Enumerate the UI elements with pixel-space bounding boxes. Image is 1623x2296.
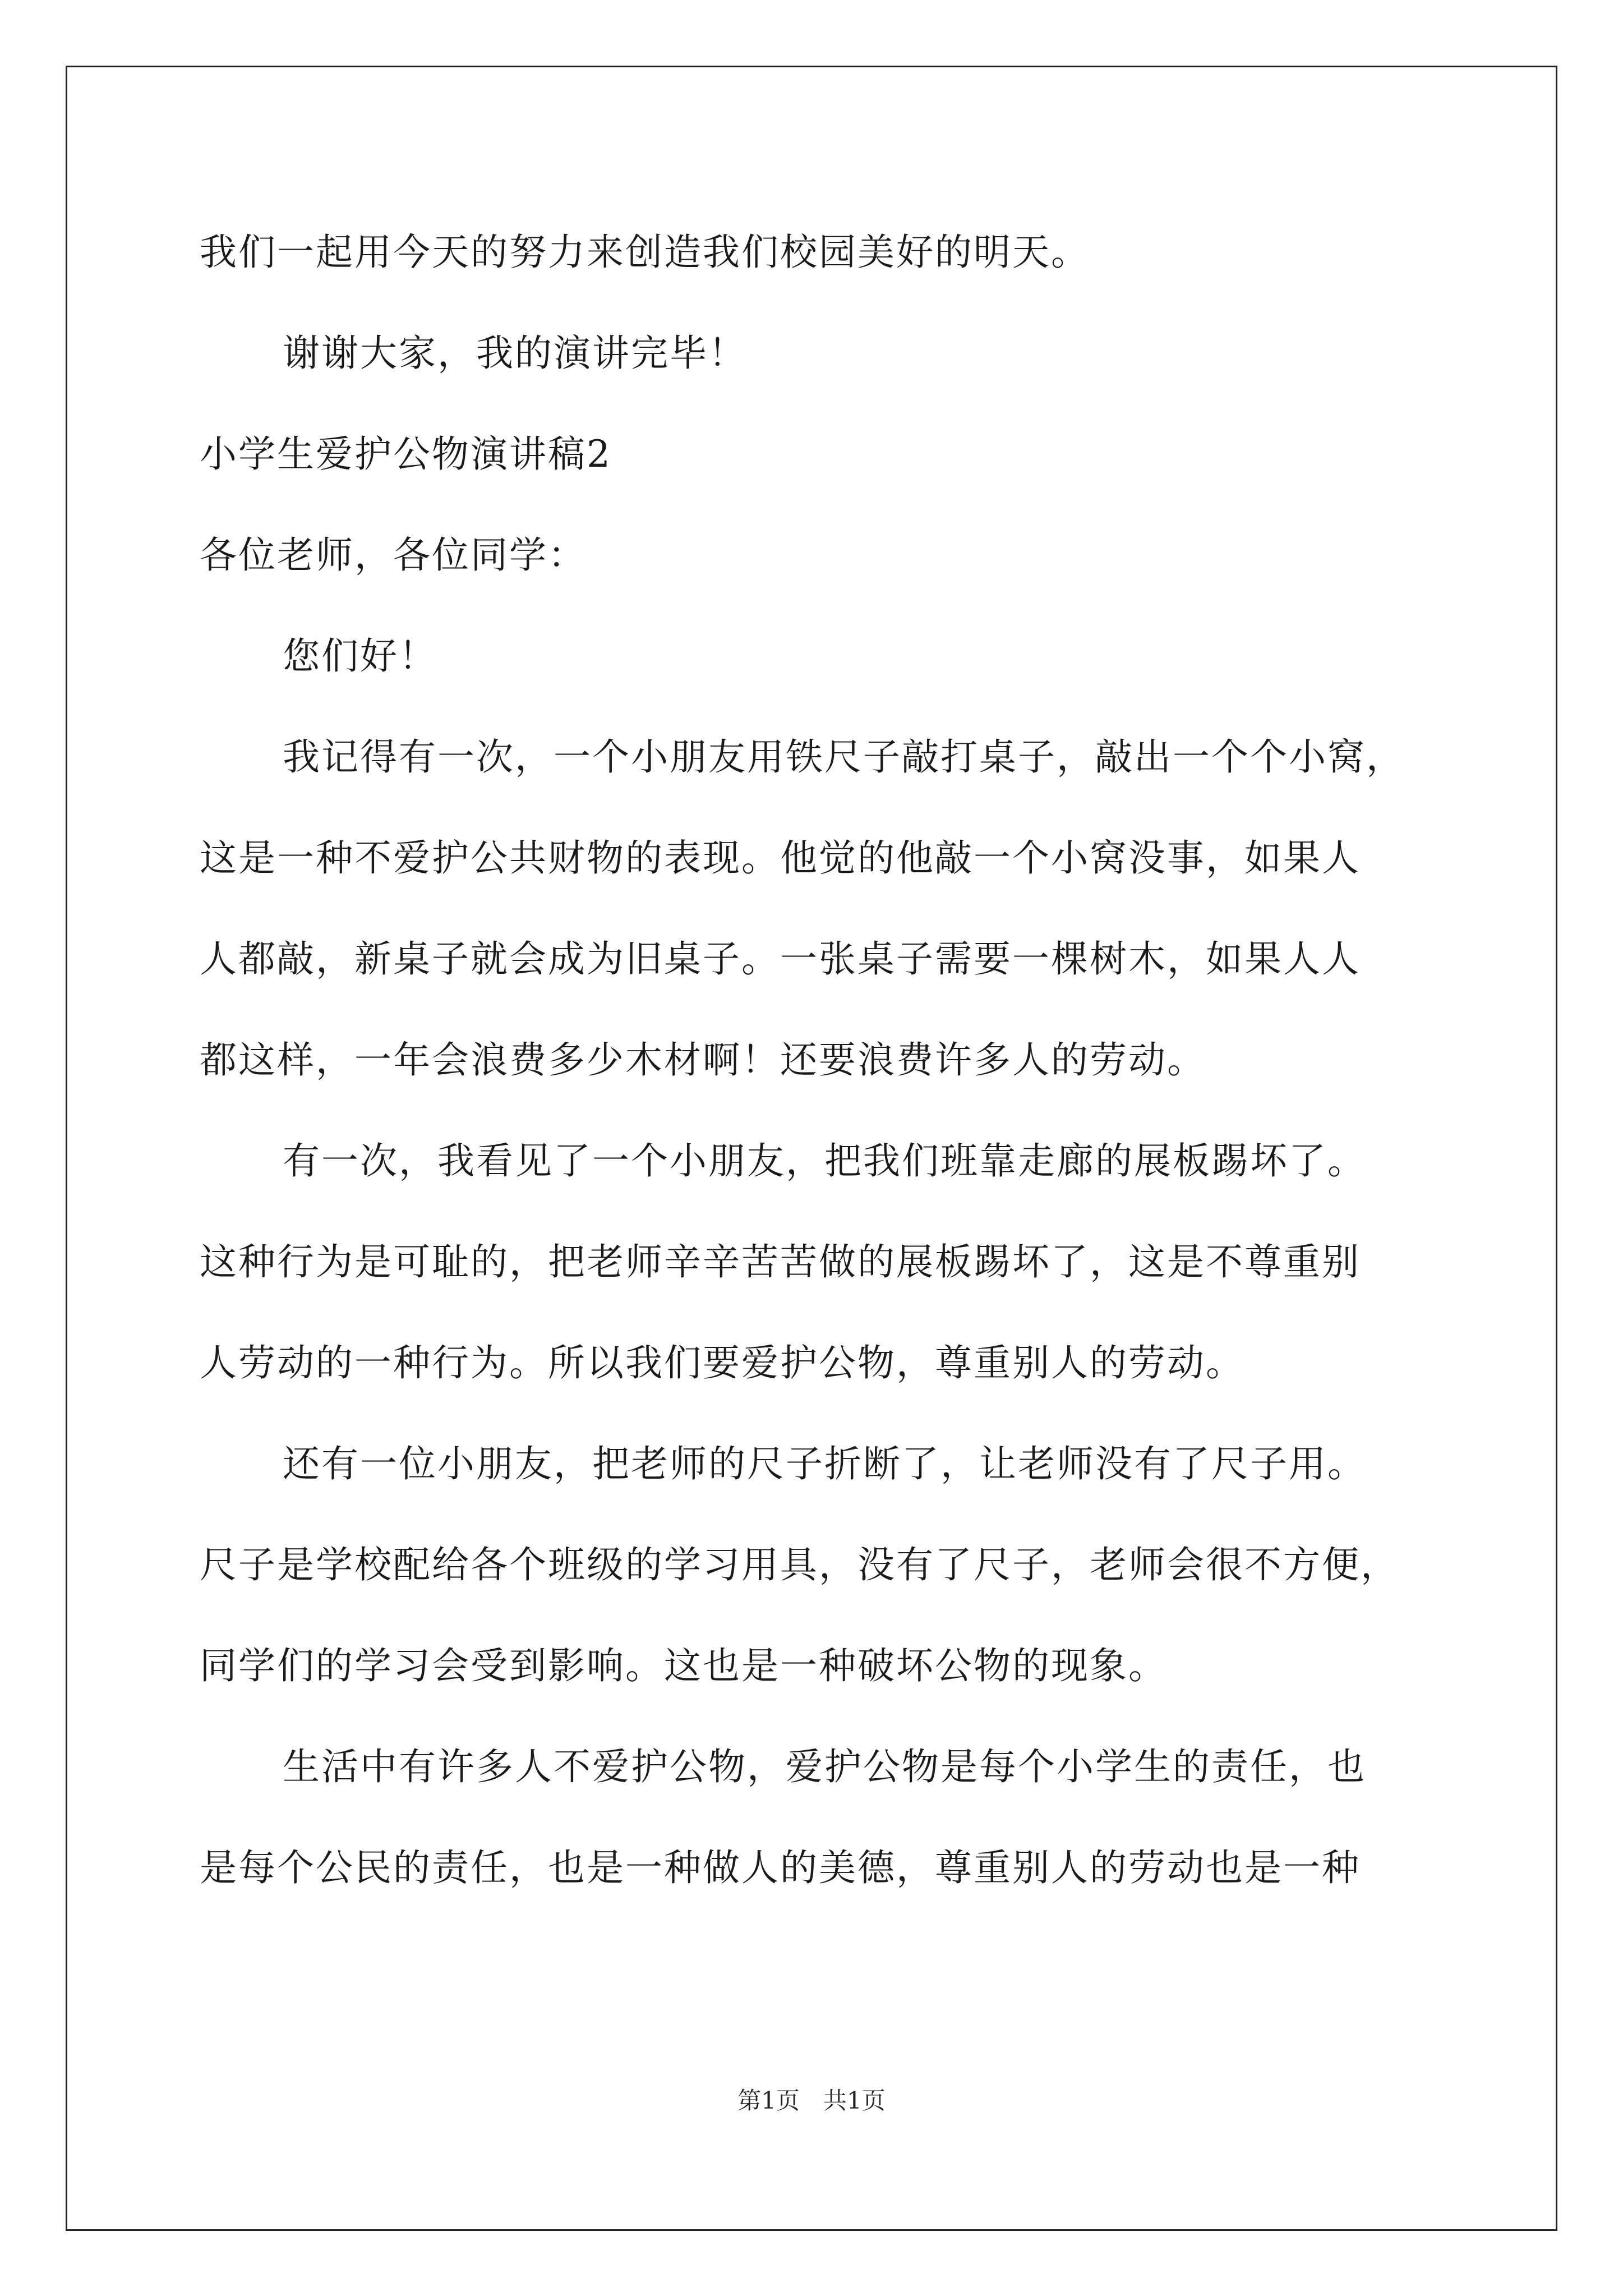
text-line: 这种行为是可耻的，把老师辛辛苦苦做的展板踢坏了，这是不尊重别 xyxy=(200,1240,1361,1283)
text-line: 是每个公民的责任，也是一种做人的美德，尊重别人的劳动也是一种 xyxy=(200,1846,1361,1889)
text-line: 我记得有一次，一个小朋友用铁尺子敲打桌子，敲出一个个小窝， xyxy=(283,735,1405,779)
text-line: 这是一种不爱护公共财物的表现。他觉的他敲一个小窝没事，如果人 xyxy=(200,836,1361,880)
greeting: 您们好！ xyxy=(283,634,437,678)
text-line: 尺子是学校配给各个班级的学习用具，没有了尺子，老师会很不方便， xyxy=(200,1543,1399,1586)
text-line: 生活中有许多人不爱护公物，爱护公物是每个小学生的责任，也 xyxy=(283,1745,1366,1788)
page-number-footer: 第1页 共1页 xyxy=(737,2087,886,2114)
closing-line: 谢谢大家，我的演讲完毕！ xyxy=(283,332,747,375)
text-line: 还有一位小朋友，把老师的尺子折断了，让老师没有了尺子用。 xyxy=(283,1442,1366,1485)
section-title: 小学生爱护公物演讲稿2 xyxy=(200,432,612,476)
salutation: 各位老师，各位同学： xyxy=(200,533,587,577)
text-line: 同学们的学习会受到影响。这也是一种破坏公物的现象。 xyxy=(200,1644,1167,1687)
text-line: 人都敲，新桌子就会成为旧桌子。一张桌子需要一棵树木，如果人人 xyxy=(200,937,1361,981)
text-line: 都这样，一年会浪费多少木材啊！还要浪费许多人的劳动。 xyxy=(200,1038,1206,1082)
text-line: 有一次，我看见了一个小朋友，把我们班靠走廊的展板踢坏了。 xyxy=(283,1139,1366,1182)
text-line: 我们一起用今天的努力来创造我们校园美好的明天。 xyxy=(200,231,1090,274)
text-line: 人劳动的一种行为。所以我们要爱护公物，尊重别人的劳动。 xyxy=(200,1341,1244,1384)
